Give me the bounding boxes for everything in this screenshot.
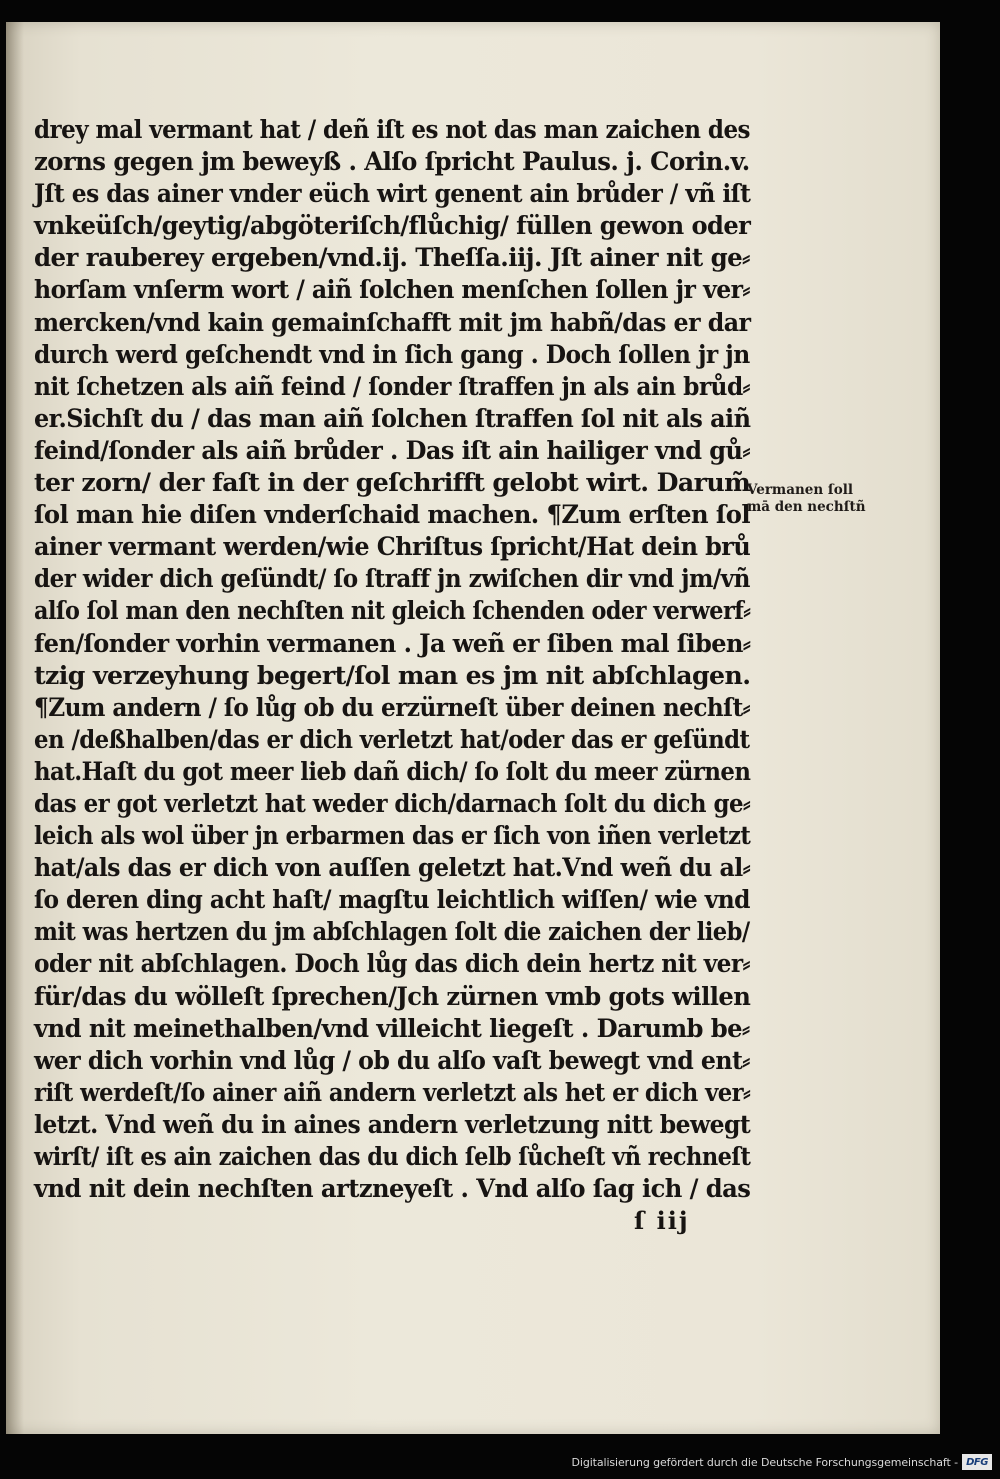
margin-note-line: Vermanen ſoll xyxy=(747,482,853,498)
text-line: Jſt es das ainer vnder eüch wirt genent ain brůder / vñ iſt xyxy=(34,179,751,210)
text-line: tzig verzeyhung begert/ſol man es jm nit abſchlagen. xyxy=(34,660,751,691)
text-line: ter zorn/ der faſt in der geſchrifft gelobt wirt. Darum̃ xyxy=(34,468,751,499)
text-line: ſol man hie diſen vnderſchaid machen. ¶Zum erſten ſol xyxy=(34,500,750,531)
text-line: der rauberey ergeben/vnd.ij. Theſſa.iij. Jſt ainer nit ge⸗ xyxy=(34,243,750,274)
text-line: hat.Haſt du got meer lieb dañ dich/ ſo ſolt du meer zürnen xyxy=(34,756,751,787)
signature-mark: ſ iij xyxy=(634,1206,690,1235)
text-line: durch werd geſchendt vnd in ſich gang . Doch ſollen jr jn xyxy=(34,339,750,370)
text-line: letzt. Vnd weñ du in aines andern verletzung nitt bewegt xyxy=(34,1109,751,1140)
text-line: mercken/vnd kain gemainſchafft mit jm habñ/das er dar xyxy=(34,307,751,338)
text-line: er.Sichſt du / das man aiñ ſolchen ſtraffen ſol nit als aiñ xyxy=(34,403,751,434)
text-line: alſo ſol man den nechſten nit gleich ſchenden oder verwerf⸗ xyxy=(34,596,751,627)
text-line: der wider dich geſündt/ ſo ſtraff jn zwiſchen dir vnd jm/vñ xyxy=(34,564,750,595)
text-line: mit was hertzen du jm abſchlagen ſolt die zaichen der lieb/ xyxy=(34,917,750,948)
page-gutter-shadow xyxy=(6,22,24,1434)
text-line: das er got verletzt hat weder dich/darnach ſolt du dich ge⸗ xyxy=(34,788,751,819)
text-line: zorns gegen jm beweyß . Alſo ſpricht Paulus. j. Corin.v. xyxy=(34,147,750,178)
text-line: riſt werdeſt/ſo ainer aiñ andern verletzt als het er dich ver⸗ xyxy=(34,1077,751,1108)
text-line: nit ſchetzen als aiñ feind / ſonder ſtraffen jn als ain brůd⸗ xyxy=(34,371,750,402)
margin-note-line: mā den nechſtñ xyxy=(747,499,866,515)
footer-text: Digitalisierung gefördert durch die Deutsche Forschungsgemeinschaft - xyxy=(571,1455,958,1469)
text-line: für/das du wölleſt ſprechen/Jch zürnen vmb gots willen xyxy=(34,981,751,1012)
main-text-block xyxy=(34,114,754,1205)
text-line: fen/ſonder vorhin vermanen . Ja weñ er ſiben mal ſiben⸗ xyxy=(34,628,751,659)
text-line: ſo deren ding acht haſt/ magſtu leichtlich wiſſen/ wie vnd xyxy=(34,885,750,916)
text-line: en /deßhalben/das er dich verletzt hat/oder das er geſündt xyxy=(34,724,750,755)
text-line: feind/ſonder als aiñ brůder . Das iſt ain hailiger vnd gů⸗ xyxy=(34,435,750,466)
book-page xyxy=(6,22,940,1434)
text-line: vnd nit dein nechſten artzneyeſt . Vnd alſo ſag ich / das xyxy=(34,1174,751,1205)
text-line: ainer vermant werden/wie Chriſtus ſpricht/Hat dein brů xyxy=(34,532,751,563)
margin-note xyxy=(747,482,897,516)
text-line: ¶Zum andern / ſo lůg ob du erzürneſt über deinen nechſt⸗ xyxy=(34,692,750,723)
dfg-logo-icon: DFG xyxy=(962,1454,992,1470)
text-line: drey mal vermant hat / deñ iſt es not das man zaichen des xyxy=(34,115,750,145)
footer-credit xyxy=(572,1451,993,1473)
text-line: leich als wol über jn erbarmen das er ſich von iñen verletzt xyxy=(34,821,751,852)
text-line: wirſt/ iſt es ain zaichen das du dich ſelb ſůcheſt vñ rechneſt xyxy=(34,1142,751,1172)
text-line: wer dich vorhin vnd lůg / ob du alſo vaſt bewegt vnd ent⸗ xyxy=(34,1045,750,1076)
text-line: hat/als das er dich von auſſen geletzt hat.Vnd weñ du al⸗ xyxy=(34,853,751,884)
text-line: horſam vnſerm wort / aiñ ſolchen menſchen ſollen jr ver⸗ xyxy=(34,275,750,306)
text-line: vnd nit meinethalben/vnd villeicht liegeſt . Darumb be⸗ xyxy=(34,1013,750,1044)
text-line: vnkeüſch/geytig/abgöteriſch/flůchig/ füllen gewon oder xyxy=(34,211,751,242)
text-line: oder nit abſchlagen. Doch lůg das dich dein hertz nit ver⸗ xyxy=(34,949,750,980)
